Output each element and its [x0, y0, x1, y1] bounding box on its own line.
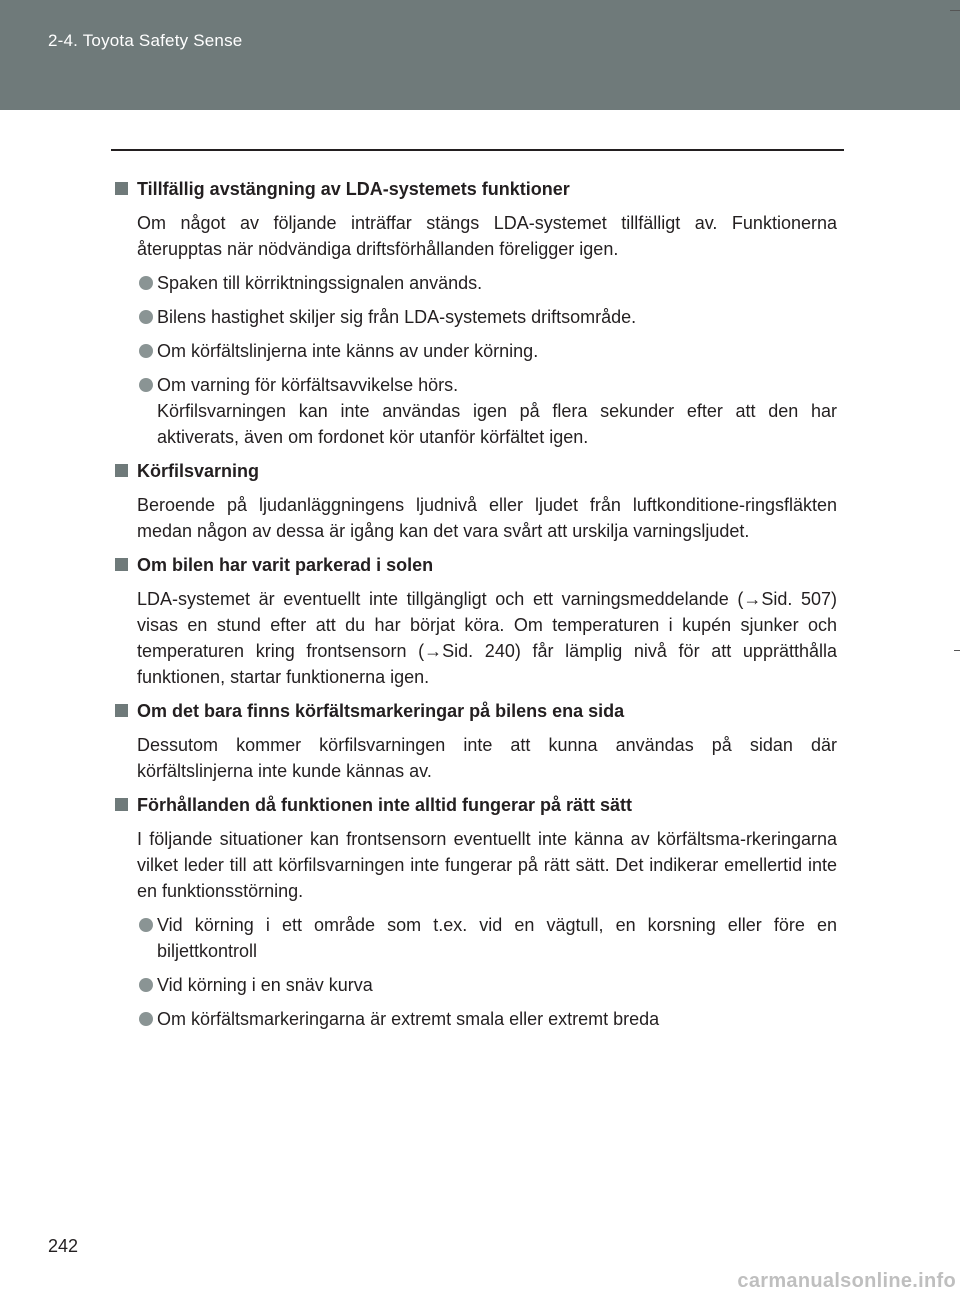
section-heading: [115, 552, 837, 578]
square-bullet-icon: [115, 704, 128, 717]
section-heading: [115, 792, 837, 818]
list-item: [115, 270, 837, 296]
list-item-text: Om varning för körfältsavvikelse hörs. Körfilsvarningen kan inte användas igen på flera sekunder efter att den har aktiverats, även om fordonet kör utanför körfältet igen.: [157, 375, 837, 447]
square-bullet-icon: [115, 464, 128, 477]
list-item: [115, 1006, 837, 1032]
section: [115, 176, 837, 450]
section-divider: [111, 149, 844, 151]
list-item-text: Vid körning i ett område som t.ex. vid en vägtull, en korsning eller före en biljettkontroll: [157, 915, 837, 961]
list-item: [115, 912, 837, 964]
crop-mark: [954, 650, 960, 651]
circle-bullet-icon: [139, 344, 153, 358]
square-bullet-icon: [115, 558, 128, 571]
circle-bullet-icon: [139, 310, 153, 324]
section-heading-text: Tillfällig avstängning av LDA-systemets funktioner: [137, 179, 570, 199]
list-item-text: Bilens hastighet skiljer sig från LDA-systemets driftsområde.: [157, 307, 637, 327]
section-text: Om något av följande inträffar stängs LDA-systemet tillfälligt av. Funktionerna återupptas när nödvändiga driftsförhållanden föreligger igen.: [137, 213, 837, 259]
list-item: [115, 972, 837, 998]
header-band: [0, 0, 960, 110]
section-text: Dessutom kommer körfilsvarningen inte att kunna användas på sidan där körfältslinjerna inte kunde kännas av.: [137, 735, 837, 781]
section-heading-text: Om bilen har varit parkerad i solen: [137, 555, 434, 575]
section-heading-text: Om det bara finns körfältsmarkeringar på bilens ena sida: [137, 701, 625, 721]
section: [115, 552, 837, 690]
section: [115, 698, 837, 784]
section: [115, 792, 837, 1032]
section-heading: [115, 458, 837, 484]
section: [115, 458, 837, 544]
circle-bullet-icon: [139, 378, 153, 392]
main-content: [115, 176, 837, 1040]
watermark: carmanualsonline.info: [737, 1270, 956, 1292]
square-bullet-icon: [115, 182, 128, 195]
section-text: I följande situationer kan frontsensorn eventuellt inte känna av körfältsma-rkeringarna vilket leder till att körfilsvarningen inte fungerar på rätt sätt. Det indikerar emellertid inte en funktionsstörning.: [137, 829, 837, 901]
chapter-title: 2-4. Toyota Safety Sense: [48, 31, 243, 50]
page-number: 242: [48, 1236, 79, 1256]
section-text: Beroende på ljudanläggningens ljudnivå eller ljudet från luftkonditione-ringsfläkten medan någon av dessa är igång kan det vara svårt att urskilja varningsljudet.: [137, 495, 837, 541]
list-item-text: Spaken till körriktningssignalen används.: [157, 273, 483, 293]
square-bullet-icon: [115, 798, 128, 811]
list-item: [115, 338, 837, 364]
list-item: [115, 372, 837, 450]
list-item-text: Vid körning i en snäv kurva: [157, 975, 373, 995]
circle-bullet-icon: [139, 978, 153, 992]
list-item: [115, 304, 837, 330]
circle-bullet-icon: [139, 276, 153, 290]
crop-mark: [950, 10, 960, 11]
circle-bullet-icon: [139, 918, 153, 932]
list-item-text: Om körfältsmarkeringarna är extremt smala eller extremt breda: [157, 1009, 660, 1029]
section-heading-text: Förhållanden då funktionen inte alltid fungerar på rätt sätt: [137, 795, 633, 815]
list-item-text: Om körfältslinjerna inte känns av under körning.: [157, 341, 539, 361]
section-heading: [115, 698, 837, 724]
section-heading-text: Körfilsvarning: [137, 461, 260, 481]
section-text: LDA-systemet är eventuellt inte tillgängligt och ett varningsmeddelande (→Sid. 507) visas en stund efter att du har börjat köra. Om temperaturen i kupén sjunker och temperaturen kring frontsensorn (→Sid. 240) får lämplig nivå för att upprätthålla funktionen, startar funktionerna igen.: [137, 589, 837, 687]
circle-bullet-icon: [139, 1012, 153, 1026]
section-heading: [115, 176, 837, 202]
